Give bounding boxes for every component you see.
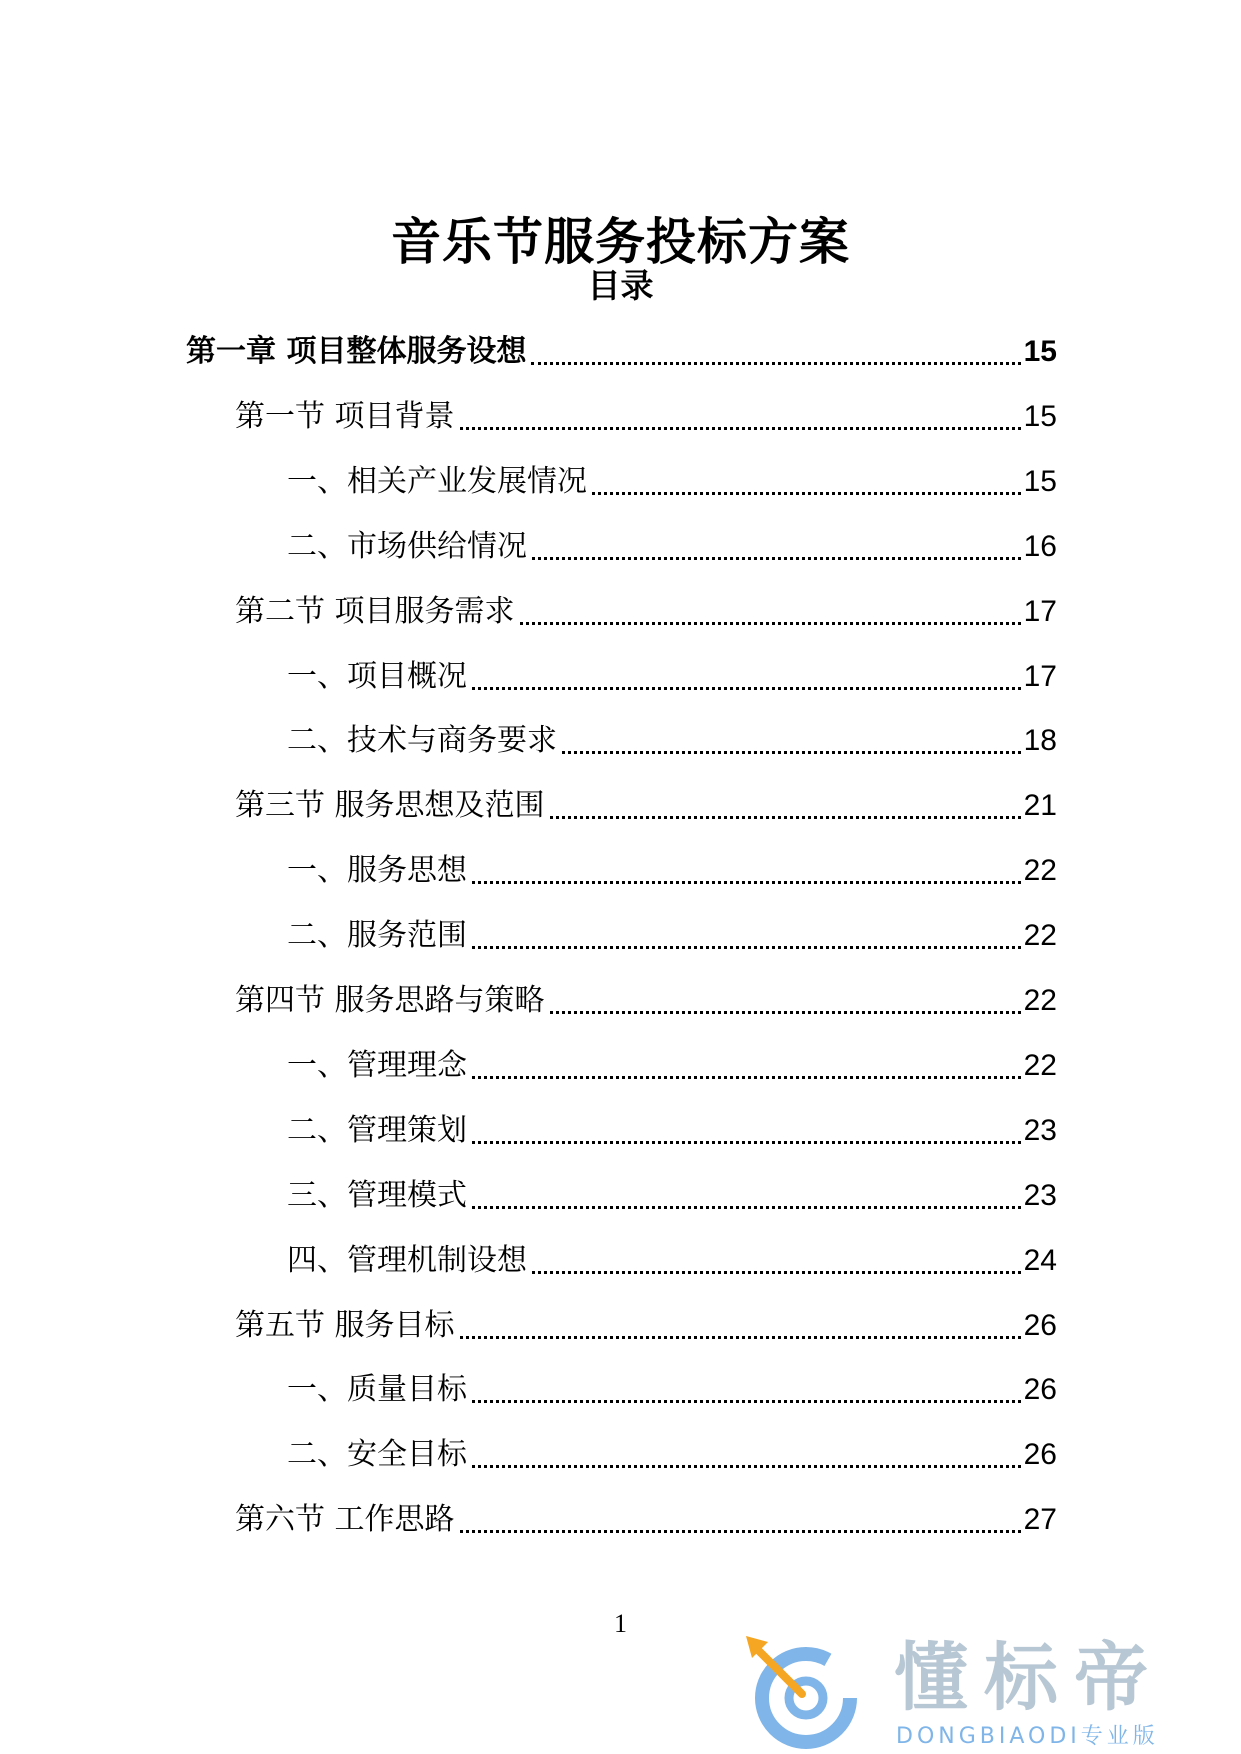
- toc-entry-page: 23: [1023, 1179, 1057, 1212]
- watermark-subtitle: DONGBIAODI专业版: [896, 1724, 1159, 1749]
- toc-entry[interactable]: [287, 655, 1057, 699]
- toc-entry-title: 第三节 服务思想及范围: [235, 788, 545, 823]
- toc-entry[interactable]: [287, 914, 1057, 958]
- toc-dot-leader: [550, 816, 1021, 819]
- toc-entry-title: 二、管理策划: [287, 1113, 467, 1148]
- toc-dot-leader: [472, 946, 1021, 949]
- toc-dot-leader: [531, 362, 1020, 365]
- toc-entry-page: 26: [1023, 1309, 1057, 1342]
- toc-entry[interactable]: [235, 590, 1057, 634]
- toc-entry[interactable]: [235, 784, 1057, 828]
- toc-entry[interactable]: [287, 525, 1057, 569]
- toc-entry-title: 第一节 项目背景: [235, 399, 455, 434]
- toc-dot-leader: [460, 427, 1021, 430]
- toc-dot-leader: [562, 751, 1021, 754]
- toc-entry-page: 15: [1023, 335, 1057, 368]
- toc-entry[interactable]: [287, 1174, 1057, 1218]
- toc-entry-page: 26: [1023, 1373, 1057, 1406]
- toc-entry[interactable]: [287, 849, 1057, 893]
- toc-entry[interactable]: [287, 719, 1057, 763]
- toc-dot-leader: [472, 1465, 1021, 1468]
- toc-entry[interactable]: [287, 1109, 1057, 1153]
- toc-entry-page: 16: [1023, 530, 1057, 563]
- toc-entry-page: 22: [1023, 984, 1057, 1017]
- toc-dot-leader: [550, 1011, 1021, 1014]
- toc-entry-page: 26: [1023, 1438, 1057, 1471]
- toc-dot-leader: [460, 1336, 1021, 1339]
- toc-dot-leader: [472, 1141, 1021, 1144]
- toc-entry-page: 22: [1023, 1049, 1057, 1082]
- toc-dot-leader: [472, 881, 1021, 884]
- toc-entry-title: 四、管理机制设想: [287, 1243, 527, 1278]
- toc-entry[interactable]: [287, 1044, 1057, 1088]
- toc-entry-page: 27: [1023, 1503, 1057, 1536]
- toc-entry[interactable]: [287, 1368, 1057, 1412]
- toc-entry-title: 一、质量目标: [287, 1372, 467, 1407]
- toc-dot-leader: [472, 1206, 1021, 1209]
- toc-entry-title: 二、市场供给情况: [287, 529, 527, 564]
- toc-dot-leader: [472, 1400, 1021, 1403]
- toc-entry-page: 15: [1023, 465, 1057, 498]
- toc-entry-page: 22: [1023, 919, 1057, 952]
- toc-entry-page: 23: [1023, 1114, 1057, 1147]
- toc-entry[interactable]: [287, 460, 1057, 504]
- toc-entry-title: 一、管理理念: [287, 1048, 467, 1083]
- toc-dot-leader: [532, 1271, 1021, 1274]
- toc-entry-title: 一、项目概况: [287, 659, 467, 694]
- toc-entry-title: 二、技术与商务要求: [287, 723, 557, 758]
- toc-entry-title: 二、安全目标: [287, 1437, 467, 1472]
- watermark: [744, 1630, 1234, 1754]
- toc-entry[interactable]: [287, 1239, 1057, 1283]
- toc-entry-title: 二、服务范围: [287, 918, 467, 953]
- watermark-brand: 懂标帝: [894, 1635, 1164, 1721]
- page-number: 1: [614, 1609, 627, 1638]
- toc-entry-page: 18: [1023, 724, 1057, 757]
- toc-entry-title: 第六节 工作思路: [235, 1502, 455, 1537]
- toc-entry-page: 17: [1023, 595, 1057, 628]
- toc-entry-page: 22: [1023, 854, 1057, 887]
- toc-entry[interactable]: [235, 979, 1057, 1023]
- toc-heading: 目录: [587, 266, 654, 305]
- toc-entry-title: 第四节 服务思路与策略: [235, 983, 545, 1018]
- toc-entry[interactable]: [287, 1433, 1057, 1477]
- toc-entry-page: 24: [1023, 1244, 1057, 1277]
- document-title: 音乐节服务投标方案: [391, 212, 850, 271]
- toc-entry-page: 15: [1023, 400, 1057, 433]
- toc-entry-page: 21: [1023, 789, 1057, 822]
- toc-entry-title: 一、相关产业发展情况: [287, 464, 587, 499]
- toc-dot-leader: [532, 557, 1021, 560]
- toc-dot-leader: [520, 622, 1021, 625]
- toc-entry-page: 17: [1023, 660, 1057, 693]
- toc-entry-title: 第一章 项目整体服务设想: [186, 334, 527, 369]
- toc-entry-title: 一、服务思想: [287, 853, 467, 888]
- target-arrow-icon: [744, 1630, 862, 1754]
- toc-dot-leader: [472, 687, 1021, 690]
- toc-entry-title: 第二节 项目服务需求: [235, 594, 515, 629]
- toc-entry[interactable]: [235, 1498, 1057, 1542]
- toc-dot-leader: [592, 492, 1021, 495]
- toc-entry[interactable]: [235, 395, 1057, 439]
- toc-entry-title: 第五节 服务目标: [235, 1308, 455, 1343]
- toc-entry[interactable]: [186, 330, 1057, 374]
- toc-entry[interactable]: [235, 1304, 1057, 1348]
- toc-dot-leader: [472, 1076, 1021, 1079]
- toc-dot-leader: [460, 1530, 1021, 1533]
- toc-entry-title: 三、管理模式: [287, 1178, 467, 1213]
